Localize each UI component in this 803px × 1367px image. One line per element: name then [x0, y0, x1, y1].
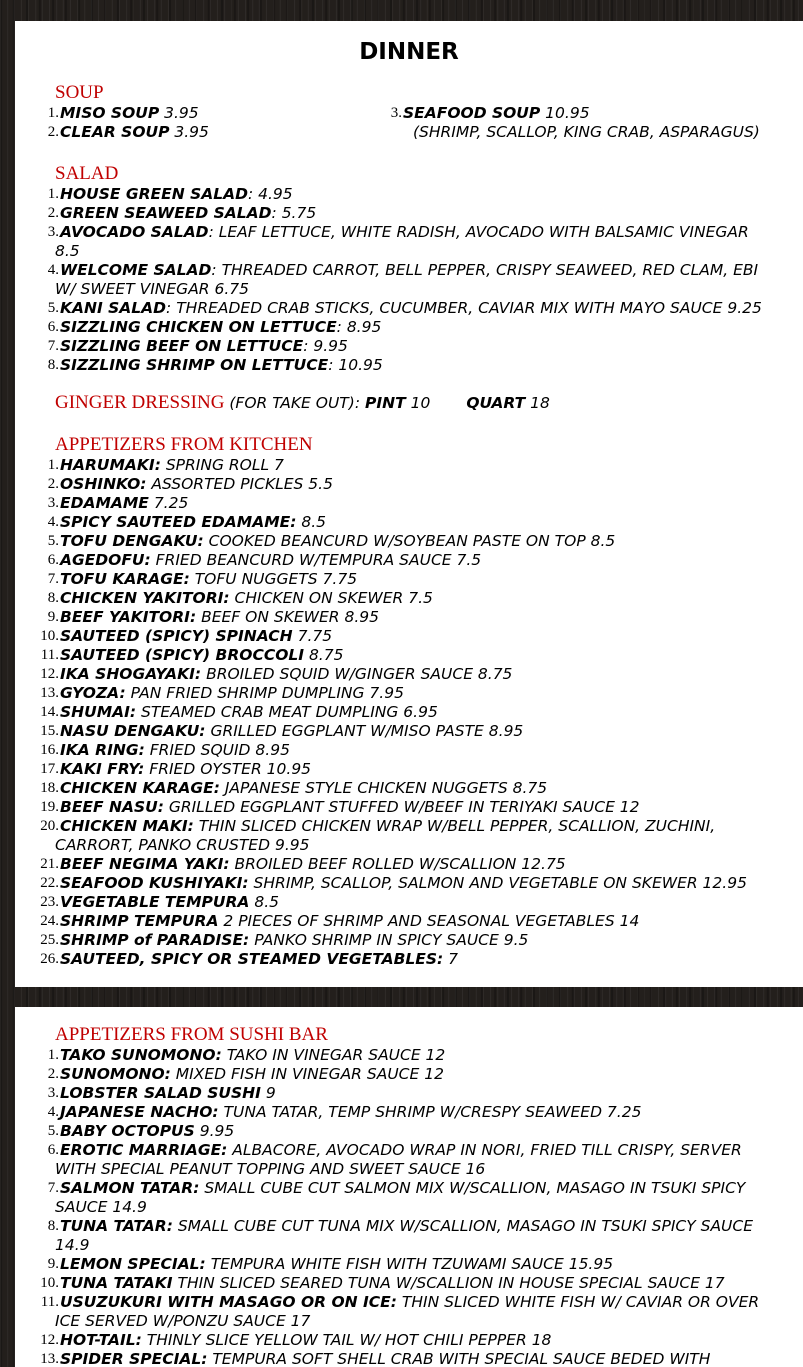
salad-heading: SALAD [55, 163, 119, 184]
item-desc: 10.95 [540, 104, 590, 122]
item-desc: BROILED BEEF ROLLED W/SCALLION 12.75 [229, 855, 566, 873]
item-number: 8. [47, 1218, 59, 1234]
item-desc: : 4.95 [247, 185, 293, 203]
item-number: 3. [390, 105, 402, 121]
item-desc: : 9.95 [303, 337, 348, 355]
item-name: SALMON TATAR: [60, 1179, 200, 1197]
item-desc: TUNA TATAR, TEMP SHRIMP W/CRESPY SEAWEED 7.25 [218, 1103, 642, 1121]
item-number: 10. [40, 628, 59, 644]
menu-item [40, 950, 799, 969]
menu-item [40, 893, 799, 912]
item-desc: 9.95 [194, 1122, 235, 1140]
menu-item [40, 855, 799, 874]
item-number: 9. [47, 1256, 59, 1272]
item-desc: ALBACORE, AVOCADO WRAP IN NORI, FRIED TILL CRISPY, SERVER [227, 1141, 742, 1159]
item-number: 2. [47, 205, 59, 221]
item-number: 25. [40, 932, 59, 948]
quart-label: QUART [466, 394, 526, 412]
item-desc: 2 PIECES OF SHRIMP AND SEASONAL VEGETABLES 14 [218, 912, 640, 930]
item-name: BEEF NASU: [60, 798, 164, 816]
item-number: 13. [40, 1351, 59, 1367]
item-name: KANI SALAD [60, 299, 167, 317]
item-name: IKA RING: [60, 741, 145, 759]
menu-item [40, 684, 799, 703]
item-desc: : 10.95 [328, 356, 383, 374]
ginger-dressing-line [55, 392, 799, 414]
item-number: 12. [40, 666, 59, 682]
item-number: 12. [40, 1332, 59, 1348]
item-desc-continued: CARRORT, PANKO CRUSTED 9.95 [55, 836, 310, 854]
item-name: TOFU KARAGE: [60, 570, 190, 588]
item-number: 3. [47, 224, 59, 240]
item-name: KAKI FRY: [60, 760, 145, 778]
item-number: 1. [47, 457, 59, 473]
menu-item [40, 931, 799, 950]
item-desc-continued: WITH SPECIAL PEANUT TOPPING AND SWEET SAUCE 16 [55, 1160, 486, 1178]
item-desc: SMALL CUBE CUT SALMON MIX W/SCALLION, MASAGO IN TSUKI SPICY [199, 1179, 746, 1197]
item-number: 13. [40, 685, 59, 701]
item-number: 4. [47, 514, 59, 530]
menu-item [47, 299, 799, 318]
menu-item [40, 703, 799, 722]
menu-item [47, 356, 799, 375]
item-name: BEEF YAKITORI: [60, 608, 197, 626]
item-desc-continued: 14.9 [55, 1236, 90, 1254]
menu-item [47, 185, 799, 204]
menu-page-2 [15, 1007, 803, 1367]
menu-item [47, 104, 398, 123]
menu-item [47, 532, 799, 551]
sushi-appetizers-heading: APPETIZERS FROM SUSHI BAR [55, 1024, 328, 1045]
item-desc: PAN FRIED SHRIMP DUMPLING 7.95 [125, 684, 404, 702]
item-name: WELCOME SALAD [60, 261, 212, 279]
item-desc: THIN SLICED WHITE FISH W/ CAVIAR OR OVER [396, 1293, 760, 1311]
item-name: VEGETABLE TEMPURA [60, 893, 250, 911]
item-desc: TEMPURA WHITE FISH WITH TZUWAMI SAUCE 15.95 [205, 1255, 614, 1273]
item-number: 21. [40, 856, 59, 872]
menu-item [40, 798, 799, 817]
menu-item [47, 1179, 799, 1217]
kitchen-appetizers-section [15, 434, 803, 969]
item-desc: FRIED OYSTER 10.95 [144, 760, 312, 778]
item-number: 22. [40, 875, 59, 891]
item-name: IKA SHOGAYAKI: [60, 665, 202, 683]
item-name: SAUTEED (SPICY) SPINACH [60, 627, 293, 645]
item-name: SPIDER SPECIAL: [60, 1350, 208, 1367]
item-name: GREEN SEAWEED SALAD [60, 204, 272, 222]
item-number: 5. [47, 1123, 59, 1139]
salad-section [15, 163, 803, 375]
sushi-appetizers-list [40, 1046, 799, 1367]
item-desc: GRILLED EGGPLANT W/MISO PASTE 8.95 [205, 722, 524, 740]
menu-item [47, 494, 799, 513]
item-number: 2. [47, 124, 59, 140]
pint-price: 10 [405, 394, 431, 412]
item-desc: 7 [443, 950, 459, 968]
menu-item [40, 1293, 799, 1331]
item-name: SIZZLING BEEF ON LETTUCE [60, 337, 304, 355]
item-name: SIZZLING SHRIMP ON LETTUCE [60, 356, 329, 374]
item-name: CHICKEN YAKITORI: [60, 589, 230, 607]
menu-item [40, 1331, 799, 1350]
item-note: (SHRIMP, SCALLOP, KING CRAB, ASPARAGUS) [413, 123, 760, 141]
ginger-section [15, 392, 803, 414]
item-number: 7. [47, 1180, 59, 1196]
item-name: EDAMAME [60, 494, 149, 512]
salad-list [47, 185, 799, 375]
item-desc: CHICKEN ON SKEWER 7.5 [229, 589, 433, 607]
item-number: 7. [47, 338, 59, 354]
menu-item [47, 608, 799, 627]
item-number: 1. [47, 186, 59, 202]
item-number: 7. [47, 571, 59, 587]
item-number: 19. [40, 799, 59, 815]
menu-item [47, 570, 799, 589]
item-name: SEAFOOD SOUP [403, 104, 541, 122]
item-desc: JAPANESE STYLE CHICKEN NUGGETS 8.75 [219, 779, 548, 797]
menu-item [47, 123, 398, 142]
item-desc-continued: 8.5 [55, 242, 80, 260]
item-name: SHRIMP TEMPURA [60, 912, 219, 930]
soup-list-left [47, 104, 398, 142]
ginger-heading: GINGER DRESSING [55, 392, 225, 413]
item-desc: STEAMED CRAB MEAT DUMPLING 6.95 [136, 703, 438, 721]
item-desc: TOFU NUGGETS 7.75 [189, 570, 358, 588]
item-name: LOBSTER SALAD SUSHI [60, 1084, 261, 1102]
item-desc: 8.75 [304, 646, 344, 664]
menu-item [40, 1350, 799, 1367]
menu-item [47, 1084, 799, 1103]
item-name: JAPANESE NACHO: [60, 1103, 219, 1121]
item-desc-continued: ICE SERVED W/PONZU SAUCE 17 [55, 1312, 311, 1330]
menu-item [40, 665, 799, 684]
item-name: SIZZLING CHICKEN ON LETTUCE [60, 318, 337, 336]
item-number: 17. [40, 761, 59, 777]
item-number: 1. [47, 105, 59, 121]
item-name: EROTIC MARRIAGE: [60, 1141, 228, 1159]
item-name: NASU DENGAKU: [60, 722, 206, 740]
item-name: OSHINKO: [60, 475, 147, 493]
menu-item [47, 1122, 799, 1141]
item-desc: COOKED BEANCURD W/SOYBEAN PASTE ON TOP 8.5 [203, 532, 616, 550]
item-name: CLEAR SOUP [60, 123, 170, 141]
item-name: HOUSE GREEN SALAD [60, 185, 248, 203]
item-desc-continued: W/ SWEET VINEGAR 6.75 [55, 280, 250, 298]
item-desc: 7.75 [292, 627, 333, 645]
item-desc: BROILED SQUID W/GINGER SAUCE 8.75 [201, 665, 513, 683]
menu-item [47, 551, 799, 570]
item-number: 6. [47, 319, 59, 335]
item-desc: 3.95 [159, 104, 199, 122]
item-desc-continued: SAUCE 14.9 [55, 1198, 147, 1216]
menu-item [47, 513, 799, 532]
item-number: 18. [40, 780, 59, 796]
item-name: HOT-TAIL: [60, 1331, 142, 1349]
item-desc: ASSORTED PICKLES 5.5 [146, 475, 333, 493]
kitchen-appetizers-heading: APPETIZERS FROM KITCHEN [55, 434, 313, 455]
menu-item [40, 779, 799, 798]
item-desc: : 5.75 [271, 204, 317, 222]
item-number: 15. [40, 723, 59, 739]
item-number: 11. [40, 1294, 59, 1310]
item-name: BEEF NEGIMA YAKI: [60, 855, 230, 873]
item-name: SAUTEED, SPICY OR STEAMED VEGETABLES: [60, 950, 444, 968]
item-desc: GRILLED EGGPLANT STUFFED W/BEEF IN TERIYAKI SAUCE 12 [163, 798, 640, 816]
menu-item [47, 1217, 799, 1255]
menu-item [47, 261, 799, 299]
menu-item [47, 204, 799, 223]
item-desc: SPRING ROLL 7 [160, 456, 284, 474]
menu-item [40, 912, 799, 931]
item-name: HARUMAKI: [60, 456, 161, 474]
item-name: SPICY SAUTEED EDAMAME: [60, 513, 297, 531]
menu-item [47, 1046, 799, 1065]
item-desc: 7.25 [148, 494, 189, 512]
kitchen-appetizers-list [40, 456, 799, 969]
menu-item [40, 760, 799, 779]
item-desc: SHRIMP, SCALLOP, SALMON AND VEGETABLE ON SKEWER 12.95 [248, 874, 747, 892]
menu-item [47, 456, 799, 475]
item-name: LEMON SPECIAL: [60, 1255, 206, 1273]
item-number: 20. [40, 818, 59, 834]
quart-price: 18 [525, 394, 550, 412]
menu-item [47, 1065, 799, 1084]
item-desc: 3.95 [169, 123, 209, 141]
item-number: 10. [40, 1275, 59, 1291]
item-name: SEAFOOD KUSHIYAKI: [60, 874, 249, 892]
menu-item [40, 646, 799, 665]
item-number: 8. [47, 357, 59, 373]
item-desc: FRIED SQUID 8.95 [144, 741, 290, 759]
item-desc: : 8.95 [336, 318, 382, 336]
item-desc: THIN SLICED SEARED TUNA W/SCALLION IN HOUSE SPECIAL SAUCE 17 [172, 1274, 725, 1292]
soup-section [15, 82, 803, 142]
item-number: 4. [47, 1104, 59, 1120]
item-name: TUNA TATAKI [60, 1274, 173, 1292]
item-desc: TEMPURA SOFT SHELL CRAB WITH SPECIAL SAUCE BEDED WITH [207, 1350, 711, 1367]
menu-item [47, 589, 799, 608]
item-desc: PANKO SHRIMP IN SPICY SAUCE 9.5 [249, 931, 529, 949]
item-desc: 9 [260, 1084, 276, 1102]
item-name: MISO SOUP [60, 104, 160, 122]
item-desc: BEEF ON SKEWER 8.95 [196, 608, 379, 626]
item-number: 14. [40, 704, 59, 720]
item-number: 2. [47, 1066, 59, 1082]
item-name: GYOZA: [60, 684, 126, 702]
menu-item [47, 223, 799, 261]
item-desc: : THREADED CRAB STICKS, CUCUMBER, CAVIAR MIX WITH MAYO SAUCE 9.25 [166, 299, 762, 317]
pint-label: PINT [364, 394, 406, 412]
item-desc: FRIED BEANCURD W/TEMPURA SAUCE 7.5 [150, 551, 482, 569]
soup-heading: SOUP [55, 82, 104, 103]
menu-item [47, 1141, 799, 1179]
item-desc: 8.5 [296, 513, 327, 531]
item-desc: : THREADED CARROT, BELL PEPPER, CRISPY SEAWEED, RED CLAM, EBI [211, 261, 759, 279]
item-name: SHRIMP of PARADISE: [60, 931, 250, 949]
item-name: CHICKEN KARAGE: [60, 779, 220, 797]
menu-item [47, 475, 799, 494]
item-desc: 8.5 [249, 893, 279, 911]
item-desc: THIN SLICED CHICKEN WRAP W/BELL PEPPER, SCALLION, ZUCHINI, [193, 817, 716, 835]
menu-item [40, 741, 799, 760]
item-number: 3. [47, 495, 59, 511]
item-name: AGEDOFU: [60, 551, 151, 569]
item-number: 16. [40, 742, 59, 758]
item-name: SUNOMONO: [60, 1065, 171, 1083]
ginger-note: (FOR TAKE OUT): [224, 394, 365, 412]
page-title: DINNER [359, 39, 459, 65]
item-number: 3. [47, 1085, 59, 1101]
menu-item [47, 1255, 799, 1274]
item-name: TOFU DENGAKU: [60, 532, 204, 550]
menu-item [47, 337, 799, 356]
item-number: 11. [40, 647, 59, 663]
sushi-appetizers-section [15, 1024, 803, 1367]
item-number: 1. [47, 1047, 59, 1063]
item-number: 2. [47, 476, 59, 492]
item-desc: : LEAF LETTUCE, WHITE RADISH, AVOCADO WITH BALSAMIC VINEGAR [208, 223, 749, 241]
item-name: SHUMAI: [60, 703, 137, 721]
item-desc: MIXED FISH IN VINEGAR SAUCE 12 [170, 1065, 444, 1083]
item-desc: THINLY SLICE YELLOW TAIL W/ HOT CHILI PEPPER 18 [141, 1331, 552, 1349]
item-name: SAUTEED (SPICY) BROCCOLI [60, 646, 305, 664]
item-number: 8. [47, 590, 59, 606]
item-number: 6. [47, 1142, 59, 1158]
menu-item [40, 1274, 799, 1293]
item-number: 23. [40, 894, 59, 910]
item-desc: TAKO IN VINEGAR SAUCE 12 [221, 1046, 446, 1064]
menu-item [40, 722, 799, 741]
item-number: 24. [40, 913, 59, 929]
soup-list-right [390, 104, 799, 142]
item-number: 5. [47, 300, 59, 316]
menu-item [47, 318, 799, 337]
item-name: AVOCADO SALAD [60, 223, 209, 241]
item-desc: SMALL CUBE CUT TUNA MIX W/SCALLION, MASAGO IN TSUKI SPICY SAUCE [172, 1217, 754, 1235]
menu-item [40, 817, 799, 855]
item-name: USUZUKURI WITH MASAGO OR ON ICE: [60, 1293, 397, 1311]
menu-item [40, 874, 799, 893]
item-name: BABY OCTOPUS [60, 1122, 195, 1140]
item-name: TAKO SUNOMONO: [60, 1046, 222, 1064]
item-name: TUNA TATAR: [60, 1217, 173, 1235]
item-number: 6. [47, 552, 59, 568]
menu-item [390, 104, 799, 123]
item-number: 9. [47, 609, 59, 625]
item-name: CHICKEN MAKI: [60, 817, 194, 835]
item-number: 4. [47, 262, 59, 278]
item-number: 26. [40, 951, 59, 967]
menu-page-1 [15, 21, 803, 987]
menu-item [47, 1103, 799, 1122]
menu-item [40, 627, 799, 646]
item-number: 5. [47, 533, 59, 549]
